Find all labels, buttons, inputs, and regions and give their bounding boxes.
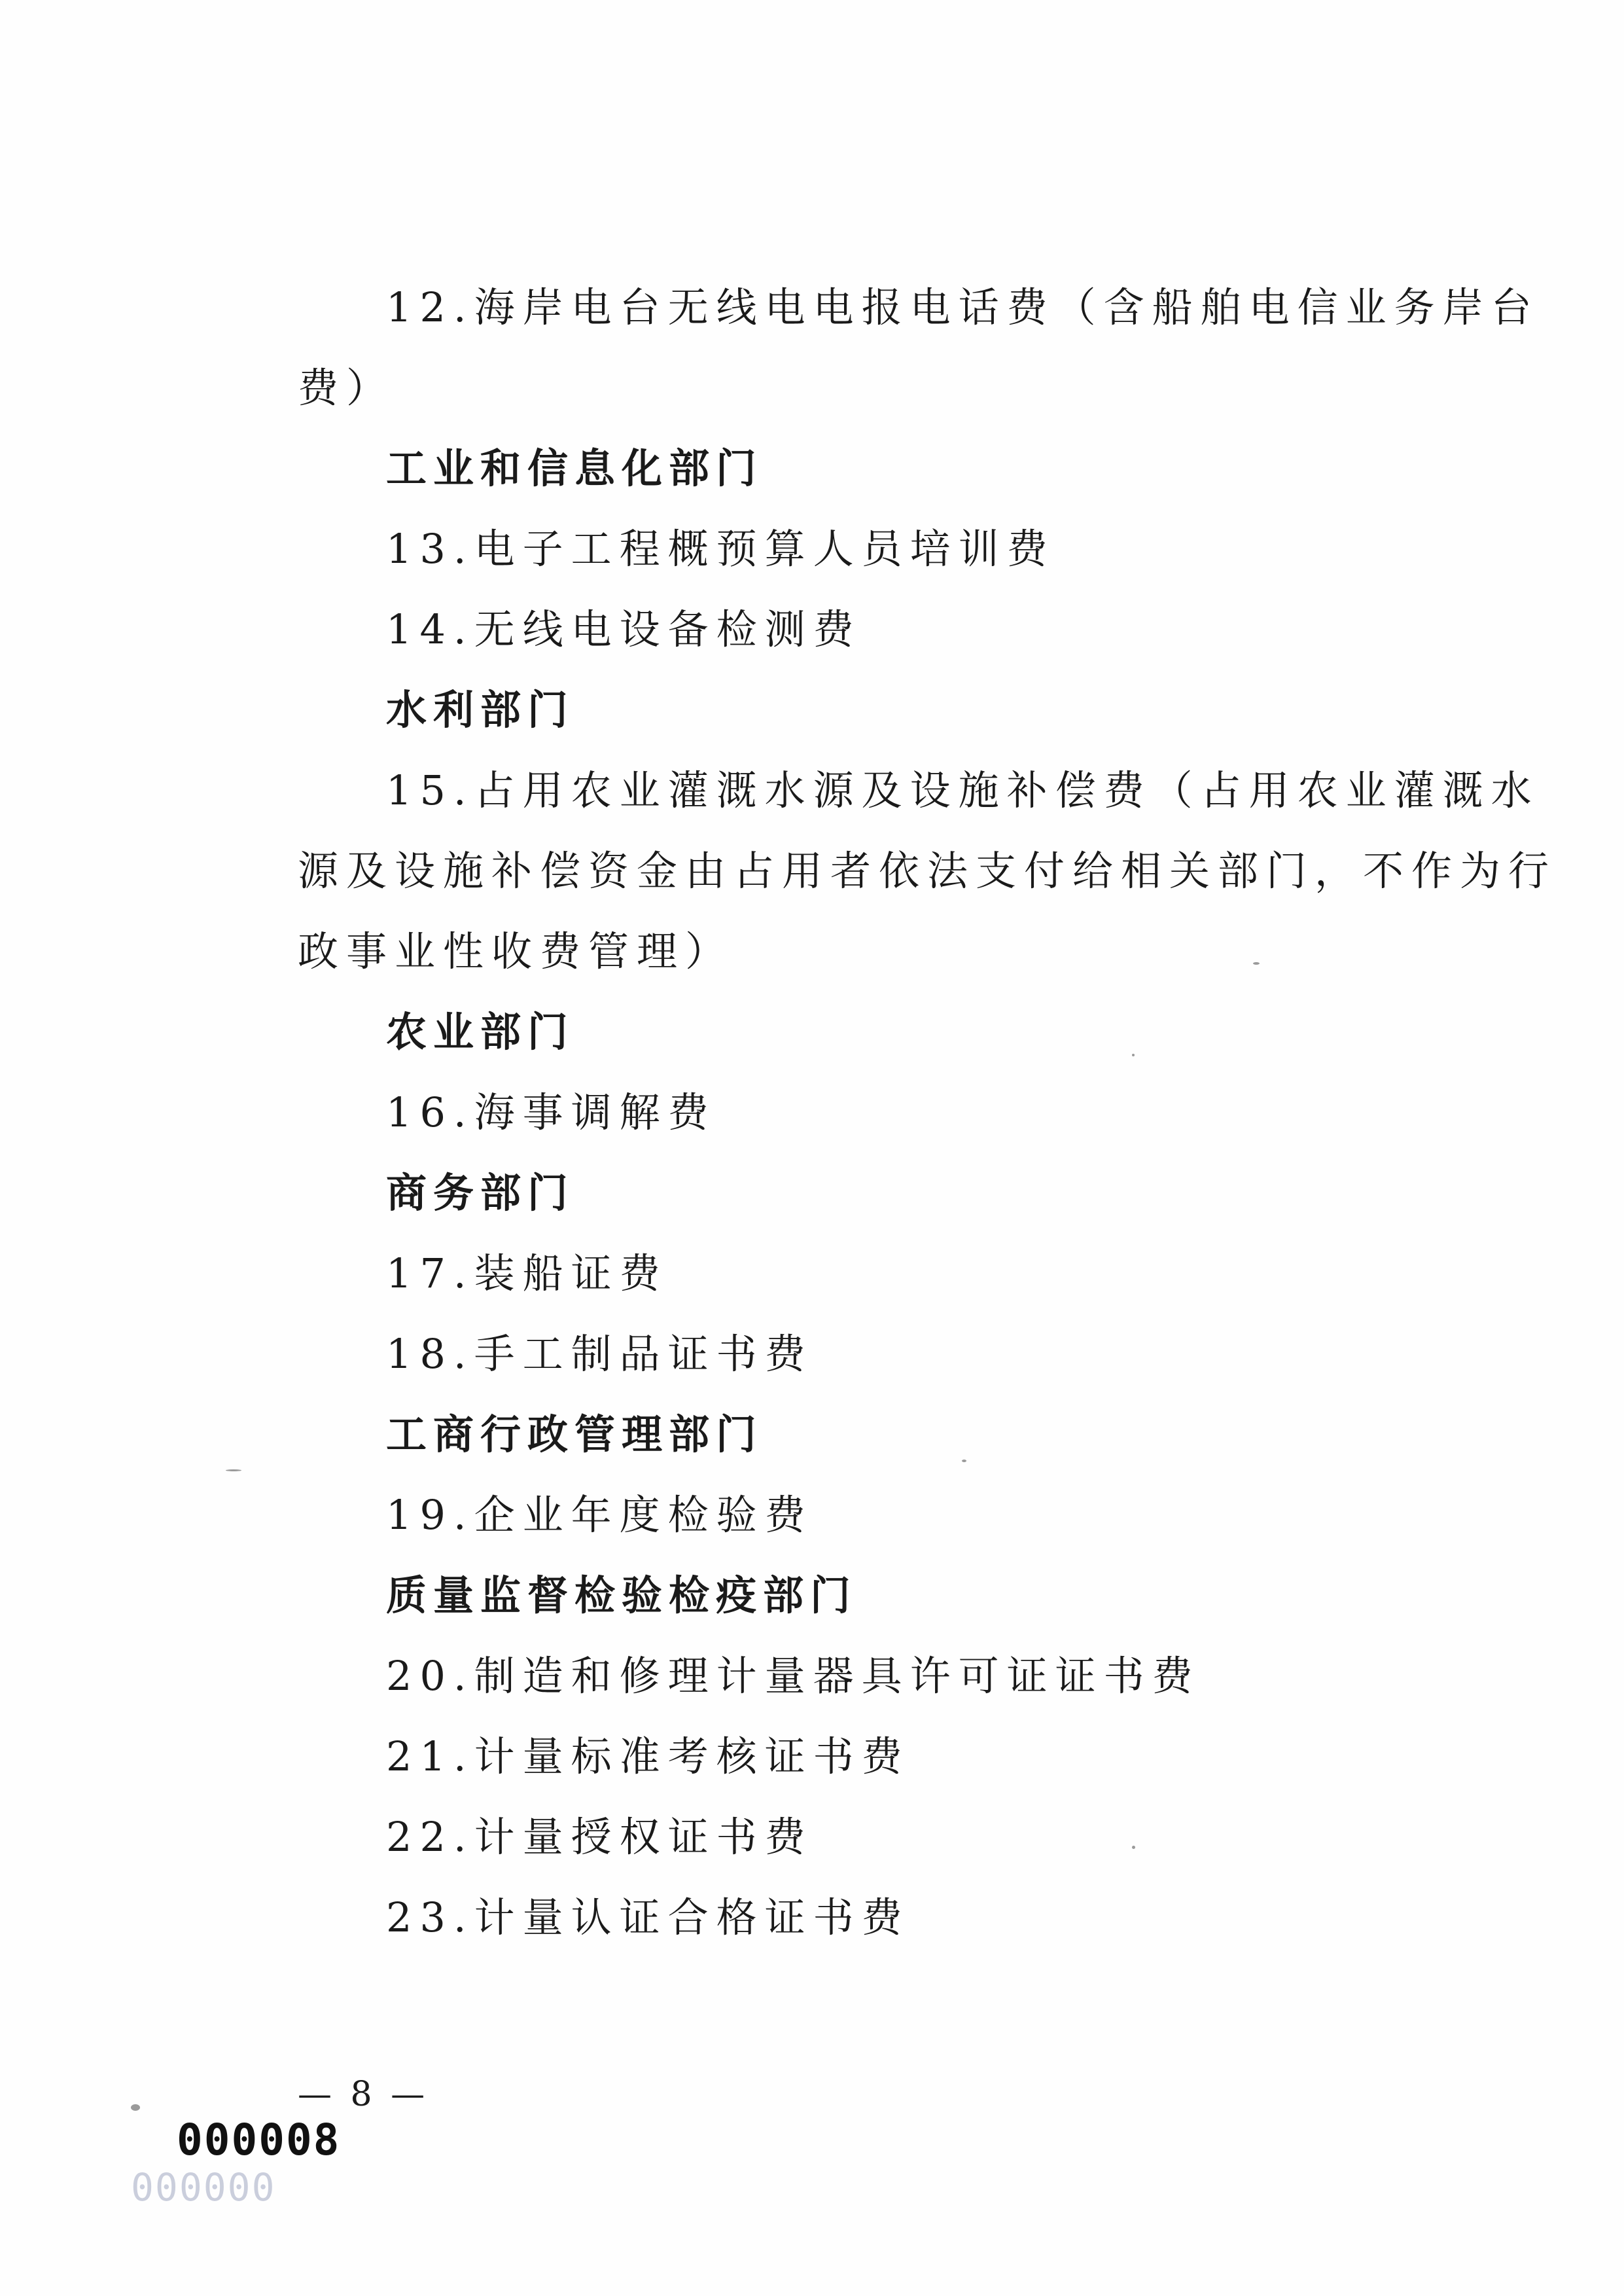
scan-speck xyxy=(131,2104,140,2111)
list-item: 18.手工制品证书费 xyxy=(386,1330,813,1378)
list-item: 15.占用农业灌溉水源及设施补偿费（占用农业灌溉水 xyxy=(386,766,1540,814)
list-item: 13.电子工程概预算人员培训费 xyxy=(386,525,1055,573)
section-heading: 质量监督检验检疫部门 xyxy=(386,1571,858,1619)
list-item: 21.计量标准考核证书费 xyxy=(386,1732,910,1780)
list-item: 20.制造和修理计量器具许可证证书费 xyxy=(386,1652,1201,1700)
list-item: 22.计量授权证书费 xyxy=(386,1813,813,1861)
list-item: 费） xyxy=(298,364,395,412)
list-item: 政事业性收费管理） xyxy=(298,927,734,975)
section-heading: 商务部门 xyxy=(386,1169,575,1217)
list-item: 17.装船证费 xyxy=(386,1249,668,1297)
scan-speck xyxy=(962,1460,966,1462)
list-item: 23.计量认证合格证书费 xyxy=(386,1893,910,1941)
archive-stamp-ghost: 000000 xyxy=(131,2164,276,2208)
page-number: — 8 — xyxy=(298,2075,429,2114)
section-heading: 水利部门 xyxy=(386,686,575,734)
list-item: 16.海事调解费 xyxy=(386,1088,716,1136)
section-heading: 工业和信息化部门 xyxy=(386,444,764,492)
list-item: 源及设施补偿资金由占用者依法支付给相关部门，不作为行 xyxy=(298,847,1557,895)
archive-stamp-number: 000008 xyxy=(177,2115,341,2165)
list-item: 19.企业年度检验费 xyxy=(386,1491,813,1539)
list-item: 12.海岸电台无线电电报电话费（含船舶电信业务岸台 xyxy=(386,283,1540,331)
list-item: 14.无线电设备检测费 xyxy=(386,605,862,653)
scan-speck xyxy=(1132,1846,1135,1849)
section-heading: 农业部门 xyxy=(386,1008,575,1056)
scan-speck xyxy=(1253,962,1260,965)
scan-speck xyxy=(226,1469,241,1471)
scan-speck xyxy=(1132,1054,1135,1056)
section-heading: 工商行政管理部门 xyxy=(386,1410,764,1458)
